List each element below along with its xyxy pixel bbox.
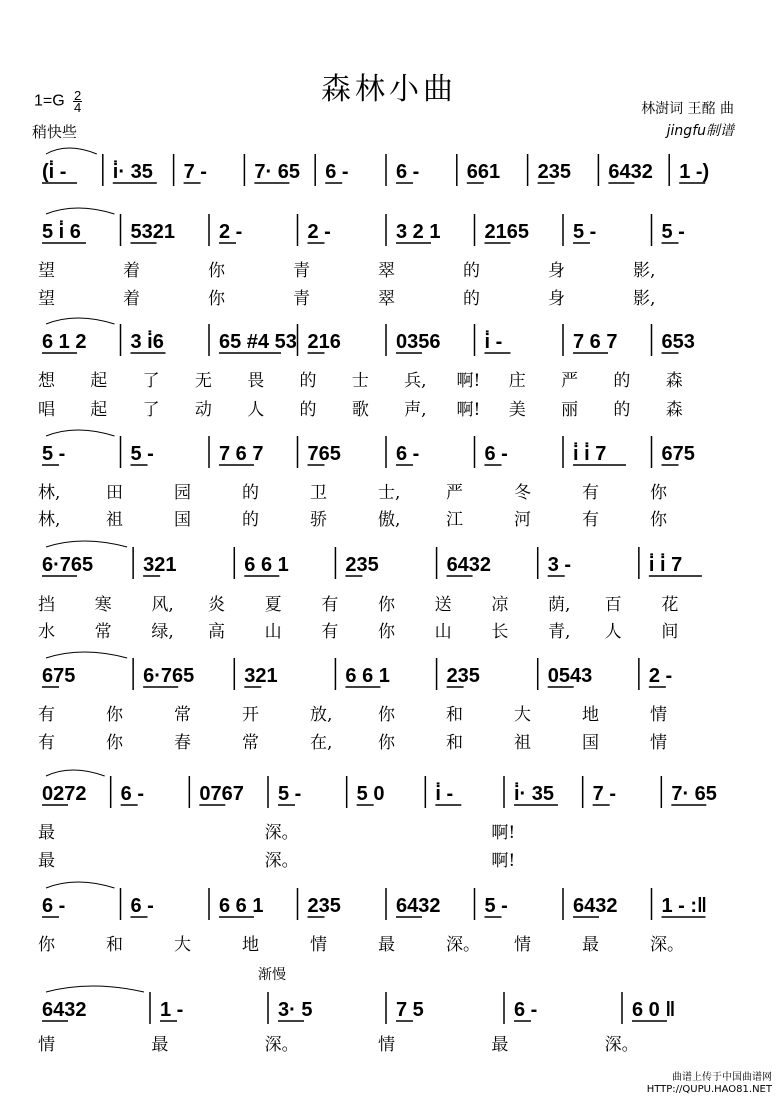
lyric-syllable: 最 <box>38 823 55 843</box>
lyric-syllable: 骄 <box>310 510 327 530</box>
staff-8-notation <box>32 882 740 926</box>
lyric-syllable: 傲, <box>378 510 401 530</box>
staff-9 <box>32 986 740 1030</box>
staff-3-notation <box>32 318 740 362</box>
lyric-syllable: 地 <box>582 705 599 725</box>
lyric-syllable: 啊! <box>456 371 481 391</box>
lyric-syllable: 你 <box>650 483 667 503</box>
measure-notes: i̇· 35 <box>112 161 153 183</box>
song-title: 森林小曲 <box>321 72 457 107</box>
lyric-syllable: 你 <box>38 935 55 955</box>
lyric-syllable: 起 <box>90 371 108 391</box>
lyric-syllable: 有 <box>582 510 599 530</box>
lyric-syllable: 你 <box>650 510 667 530</box>
tempo-change: 渐慢 <box>258 967 286 983</box>
lyric-syllable: 身 <box>548 289 565 309</box>
lyric-syllable: 了 <box>142 371 160 391</box>
arranger-credit: jingfu制谱 <box>666 123 734 139</box>
measure-notes: 235 <box>446 665 480 687</box>
lyric-syllable: 森 <box>665 400 683 420</box>
lyrics-5-v1 <box>32 700 740 725</box>
lyric-syllable: 有 <box>38 733 55 753</box>
lyric-syllable: 河 <box>514 510 531 530</box>
measure-notes: 235 <box>345 554 379 576</box>
lyric-syllable: 的 <box>613 400 631 420</box>
measure-notes: 6 - <box>484 443 508 465</box>
lyric-syllable: 祖 <box>106 510 123 530</box>
measure-notes: 5 - <box>130 443 154 465</box>
lyrics-4-v1 <box>32 590 740 615</box>
lyric-syllable: 你 <box>106 733 123 753</box>
measure-notes: i̇ - <box>435 783 454 805</box>
lyric-syllable: 深。 <box>264 1035 299 1055</box>
staff-4 <box>32 430 740 474</box>
lyric-syllable: 送 <box>434 595 452 615</box>
lyric-syllable: 情 <box>514 935 531 955</box>
measure-notes: 765 <box>307 443 341 465</box>
measure-notes: 5 - <box>484 895 508 917</box>
lyrics-3-v2 <box>32 505 740 530</box>
lyrics-3-v1 <box>32 478 740 503</box>
measure-notes: 675 <box>42 665 76 687</box>
composer-credit: 林澍词 王酩 曲 <box>641 101 734 117</box>
lyric-syllable: 常 <box>94 622 112 642</box>
measure-notes: i̇ i̇ 7 <box>648 554 683 576</box>
lyric-syllable: 水 <box>38 622 55 642</box>
lyric-syllable: 花 <box>661 595 679 615</box>
measure-notes: 6 0 ‖ <box>632 999 676 1021</box>
lyric-syllable: 歌 <box>351 400 369 420</box>
lyrics-6-v1 <box>32 818 740 843</box>
measure-notes: 321 <box>143 554 177 576</box>
lyric-syllable: 最 <box>151 1035 169 1055</box>
lyric-syllable: 影, <box>633 261 656 281</box>
lyric-syllable: 情 <box>38 1035 55 1055</box>
slur <box>46 148 97 154</box>
lyric-syllable: 的 <box>463 261 480 281</box>
measure-notes: 6 - <box>396 161 420 183</box>
lyric-syllable: 国 <box>582 733 599 753</box>
staff-5-notation <box>32 541 740 585</box>
lyric-syllable: 望 <box>38 289 55 309</box>
lyric-syllable: 你 <box>208 289 225 309</box>
lyric-syllable: 山 <box>434 622 452 642</box>
lyrics-2-v2 <box>32 395 740 420</box>
lyric-syllable: 和 <box>446 733 463 753</box>
lyric-syllable: 庄 <box>508 371 526 391</box>
measure-notes: 7· 65 <box>671 783 717 805</box>
tempo-marking: 稍快些 <box>32 123 78 141</box>
measure-notes: 6 - <box>514 999 538 1021</box>
lyric-syllable: 你 <box>378 622 395 642</box>
lyric-syllable: 士, <box>378 483 401 503</box>
lyric-syllable: 严 <box>561 371 579 391</box>
staff-1-notation <box>32 148 740 192</box>
lyric-syllable: 起 <box>90 400 108 420</box>
lyric-syllable: 最 <box>38 851 55 871</box>
measure-notes: 2165 <box>484 221 529 243</box>
lyric-syllable: 啊! <box>456 400 481 420</box>
lyric-syllable: 山 <box>264 622 282 642</box>
measure-notes: 0272 <box>42 783 87 805</box>
slur <box>46 208 115 214</box>
lyric-syllable: 在, <box>310 733 333 753</box>
lyric-syllable: 江 <box>446 510 463 530</box>
lyrics-6-v2 <box>32 846 740 871</box>
measure-notes: 7 5 <box>396 999 424 1021</box>
lyric-syllable: 深。 <box>446 935 480 955</box>
measure-notes: i̇· 35 <box>514 783 555 805</box>
staff-1 <box>32 148 740 192</box>
lyric-syllable: 林, <box>38 510 61 530</box>
measure-notes: 3· 5 <box>278 999 313 1021</box>
measure-notes: 5 - <box>42 443 66 465</box>
lyric-syllable: 田 <box>106 483 123 503</box>
measure-notes: 6 6 1 <box>345 665 390 687</box>
lyric-syllable: 常 <box>242 733 259 753</box>
lyric-syllable: 想 <box>38 371 55 391</box>
measure-notes: 1 - <box>160 999 184 1021</box>
measure-notes: 235 <box>537 161 571 183</box>
slur <box>46 882 115 888</box>
lyric-syllable: 丽 <box>561 400 579 420</box>
lyric-syllable: 绿, <box>151 622 174 642</box>
measure-notes: 2 - <box>219 221 243 243</box>
lyric-syllable: 望 <box>38 261 55 281</box>
measure-notes: 6 - <box>42 895 66 917</box>
lyric-syllable: 深。 <box>604 1035 639 1055</box>
measure-notes: i̇ i̇ 7 <box>573 443 607 465</box>
measure-notes: 5 - <box>278 783 302 805</box>
lyrics-7-v1 <box>32 930 740 955</box>
lyrics-5-v2 <box>32 728 740 753</box>
staff-2 <box>32 208 740 252</box>
lyric-syllable: 声, <box>404 400 427 420</box>
lyric-syllable: 挡 <box>38 595 55 615</box>
measure-notes: (i̇ - <box>42 161 67 183</box>
lyric-syllable: 开 <box>242 705 259 725</box>
lyric-syllable: 兵, <box>404 371 427 391</box>
lyrics-2-v1 <box>32 366 740 391</box>
measure-notes: 235 <box>307 895 341 917</box>
lyric-syllable: 深。 <box>264 823 299 843</box>
measure-notes: 6·765 <box>143 665 195 687</box>
staff-8 <box>32 882 740 926</box>
lyric-syllable: 人 <box>604 622 622 642</box>
measure-notes: 3 2 1 <box>396 221 441 243</box>
lyric-syllable: 大 <box>514 705 531 725</box>
measure-notes: 3 i̇6 <box>130 331 164 353</box>
lyric-syllable: 高 <box>208 622 225 642</box>
lyric-syllable: 林, <box>38 483 61 503</box>
lyric-syllable: 了 <box>142 400 160 420</box>
lyric-syllable: 青 <box>293 289 310 309</box>
staff-6 <box>32 652 740 696</box>
measure-notes: 2 - <box>648 665 673 687</box>
measure-notes: 653 <box>661 331 695 353</box>
lyric-syllable: 夏 <box>264 595 282 615</box>
lyric-syllable: 最 <box>378 935 395 955</box>
staff-2-notation <box>32 208 740 252</box>
measure-notes: 6 6 1 <box>219 895 264 917</box>
measure-notes: 0356 <box>396 331 441 353</box>
lyric-syllable: 唱 <box>38 400 55 420</box>
lyric-syllable: 森 <box>665 371 683 391</box>
lyric-syllable: 翠 <box>378 289 395 309</box>
slur <box>46 986 144 992</box>
measure-notes: 5 0 <box>356 783 385 805</box>
lyric-syllable: 和 <box>106 935 123 955</box>
measure-notes: 675 <box>661 443 695 465</box>
slur <box>46 318 115 324</box>
lyric-syllable: 你 <box>378 595 395 615</box>
lyric-syllable: 的 <box>463 289 480 309</box>
lyric-syllable: 严 <box>446 483 463 503</box>
measure-notes: 5321 <box>130 221 175 243</box>
measure-notes: 6 - <box>325 161 349 183</box>
lyric-syllable: 有 <box>321 595 339 615</box>
lyric-syllable: 啊! <box>491 851 516 871</box>
lyrics-1-v1 <box>32 256 740 281</box>
lyric-syllable: 荫, <box>548 595 571 615</box>
lyric-syllable: 地 <box>242 935 259 955</box>
measure-notes: 6·765 <box>42 554 94 576</box>
lyric-syllable: 青 <box>293 261 310 281</box>
lyric-syllable: 国 <box>174 510 191 530</box>
lyrics-8-v1 <box>32 1030 740 1055</box>
lyric-syllable: 情 <box>378 1035 395 1055</box>
lyric-syllable: 园 <box>174 483 191 503</box>
lyric-syllable: 你 <box>208 261 225 281</box>
measure-notes: 6 6 1 <box>244 554 289 576</box>
lyric-syllable: 长 <box>491 622 509 642</box>
slur <box>46 770 105 776</box>
lyric-syllable: 大 <box>174 935 191 955</box>
lyric-syllable: 身 <box>548 261 565 281</box>
lyrics-1-v2 <box>32 284 740 309</box>
measure-notes: 1 - :‖ <box>661 895 708 917</box>
staff-7-notation <box>32 770 740 814</box>
lyric-syllable: 的 <box>613 371 631 391</box>
lyric-syllable: 放, <box>310 705 333 725</box>
staff-9-notation <box>32 986 740 1030</box>
slur <box>46 430 115 436</box>
lyric-syllable: 美 <box>508 400 526 420</box>
measure-notes: 1 -) <box>679 161 710 183</box>
lyric-syllable: 深。 <box>650 935 684 955</box>
measure-notes: 661 <box>466 161 501 183</box>
site-footer: 曲谱上传于中国曲谱网 HTTP://QUPU.HAO81.NET <box>646 1072 772 1095</box>
lyric-syllable: 的 <box>242 510 259 530</box>
staff-4-notation <box>32 430 740 474</box>
lyric-syllable: 炎 <box>208 595 225 615</box>
lyric-syllable: 无 <box>194 371 212 391</box>
lyric-syllable: 有 <box>582 483 599 503</box>
lyric-syllable: 青, <box>548 622 571 642</box>
measure-notes: 6432 <box>573 895 618 917</box>
slur <box>46 541 127 547</box>
lyric-syllable: 有 <box>321 622 339 642</box>
measure-notes: 3 - <box>547 554 572 576</box>
measure-notes: 7· 65 <box>254 161 300 183</box>
lyric-syllable: 的 <box>242 483 259 503</box>
lyric-syllable: 常 <box>174 705 191 725</box>
staff-6-notation <box>32 652 740 696</box>
measure-notes: 6432 <box>446 554 492 576</box>
measure-notes: 216 <box>307 331 341 353</box>
measure-notes: 0767 <box>199 783 244 805</box>
lyric-syllable: 有 <box>38 705 55 725</box>
lyric-syllable: 最 <box>491 1035 509 1055</box>
lyric-syllable: 寒 <box>94 595 112 615</box>
measure-notes: 6432 <box>396 895 441 917</box>
lyric-syllable: 卫 <box>310 483 327 503</box>
staff-7 <box>32 770 740 814</box>
lyric-syllable: 你 <box>378 705 395 725</box>
lyrics-4-v2 <box>32 617 740 642</box>
measure-notes: i̇ - <box>484 331 503 353</box>
lyric-syllable: 深。 <box>264 851 299 871</box>
lyric-syllable: 人 <box>247 400 265 420</box>
lyric-syllable: 百 <box>604 595 622 615</box>
measure-notes: 6432 <box>608 161 653 183</box>
lyric-syllable: 畏 <box>247 371 265 391</box>
lyric-syllable: 的 <box>299 371 317 391</box>
measure-notes: 6 - <box>396 443 420 465</box>
lyric-syllable: 的 <box>299 400 317 420</box>
lyric-syllable: 你 <box>106 705 123 725</box>
key-signature: $1=G \frac{2}{4}$ <box>34 88 82 115</box>
measure-notes: 5 - <box>661 221 685 243</box>
lyric-syllable: 情 <box>310 935 327 955</box>
measure-notes: 5 - <box>573 221 597 243</box>
lyric-syllable: 着 <box>123 289 140 309</box>
measure-notes: 6 1 2 <box>42 331 87 353</box>
lyric-syllable: 翠 <box>378 261 395 281</box>
lyric-syllable: 动 <box>194 400 212 420</box>
lyric-syllable: 春 <box>174 733 191 753</box>
time-signature: $\frac{2}{4}$ <box>74 88 82 115</box>
lyric-syllable: 祖 <box>514 733 531 753</box>
lyric-syllable: 着 <box>123 261 140 281</box>
measure-notes: 7 6 7 <box>573 331 618 353</box>
lyric-syllable: 影, <box>633 289 656 309</box>
lyric-syllable: 和 <box>446 705 463 725</box>
slur <box>46 652 127 658</box>
lyric-syllable: 间 <box>661 622 679 642</box>
measure-notes: 6 - <box>130 895 154 917</box>
measure-notes: 5 i̇ 6 <box>42 221 81 243</box>
lyric-syllable: 啊! <box>491 823 516 843</box>
lyric-syllable: 你 <box>378 733 395 753</box>
measure-notes: 0543 <box>547 665 593 687</box>
measure-notes: 6 - <box>120 783 145 805</box>
lyric-syllable: 士 <box>351 371 369 391</box>
lyric-syllable: 凉 <box>491 595 509 615</box>
measure-notes: 7 - <box>592 783 617 805</box>
lyric-syllable: 最 <box>582 935 599 955</box>
lyric-syllable: 情 <box>650 733 667 753</box>
measure-notes: 2 - <box>307 221 331 243</box>
lyric-syllable: 情 <box>650 705 667 725</box>
measure-notes: 321 <box>244 665 278 687</box>
lyric-syllable: 风, <box>151 595 174 615</box>
staff-5 <box>32 541 740 585</box>
measure-notes: 7 6 7 <box>219 443 264 465</box>
measure-notes: 7 - <box>183 161 207 183</box>
lyric-syllable: 冬 <box>514 483 531 503</box>
measure-notes: 6432 <box>42 999 87 1021</box>
staff-3 <box>32 318 740 362</box>
measure-notes: 65 #4 53 <box>219 331 297 353</box>
